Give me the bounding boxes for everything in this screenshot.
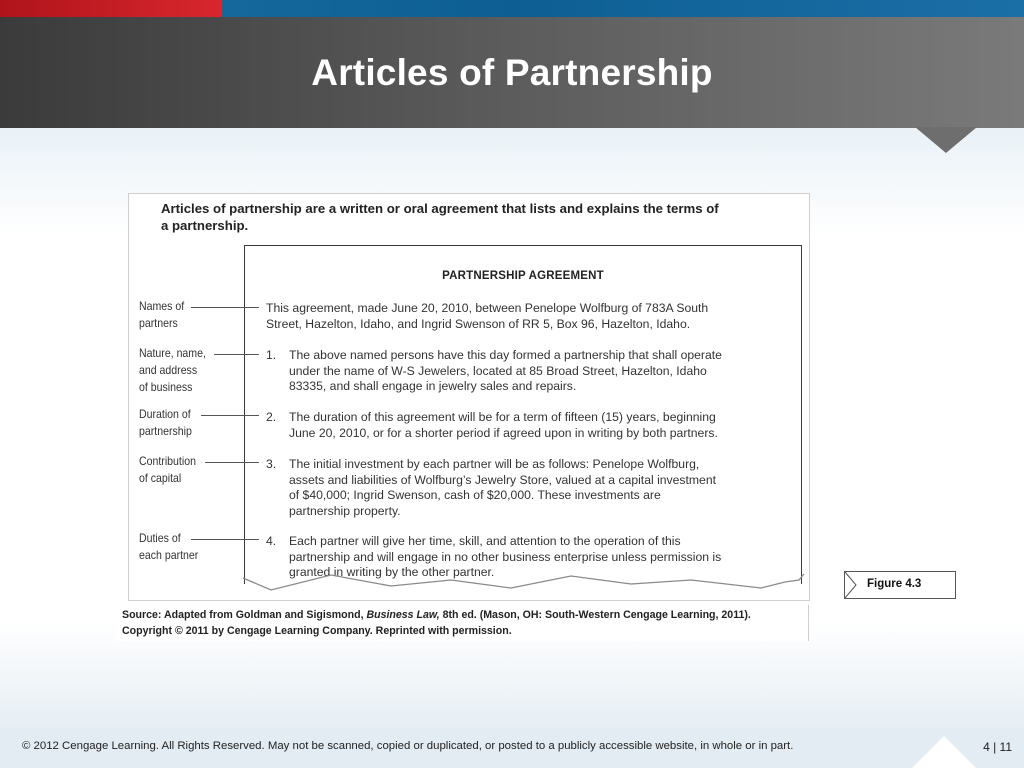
- chevron-right-icon: [844, 571, 858, 599]
- figure-label: Figure 4.3: [867, 578, 922, 590]
- figure-source: Source: Adapted from Goldman and Sigismond, Business Law, 8th ed. (Mason, OH: South-Western Cengage Learning, 2011). Copyright © 2011 by Cengage Learning Company. Reprinted with permission.: [116, 605, 809, 641]
- torn-edge: [241, 570, 807, 594]
- figure-intro: Articles of partnership are a written or oral agreement that lists and explains the terms of a partnership.: [161, 201, 719, 233]
- header-notch: [915, 127, 977, 153]
- agreement-box: PARTNERSHIP AGREEMENT This agreement, made June 20, 2010, between Penelope Wolfburg of 783A South Street, Hazelton, Idaho, and Ingrid Swenson of RR 5, Box 96, Hazelton, Idaho. 1. The above named persons have this day formed a partnership that shall operate under the name of W-S Jewelers, located at 85 Broad Street, Hazelton, Idaho 83335, and shall engage in jewelry sales and repairs. 2. The duration of this agreement will be for a term of fifteen (15) years, beginning June 20, 2010, or for a shorter period if agreed upon in writing by both partners. 3. The initial investment by each partner will be as follows: Penelope Wolfburg, assets and liabilities of Wolfburg’s Jewelry Store, valued at a capital investment of $40,000; Ingrid Swenson, cash of $20,000. These investments are partnership property. 4. Each partner will give her time, skill, and attention to the operation of this partnership and will engage in no other business enterprise unless permission is granted in writing by the other partner.: [244, 245, 802, 584]
- slide-title: Articles of Partnership: [311, 52, 713, 93]
- label-names-of-partners: Names of partners: [139, 299, 185, 330]
- footer-triangle: [912, 736, 976, 768]
- agreement-title: PARTNERSHIP AGREEMENT: [442, 270, 604, 282]
- leader-line-duties: [191, 539, 259, 540]
- copyright-notice: © 2012 Cengage Learning. All Rights Reserved. May not be scanned, copied or duplicated, or posted to a publicly accessible website, in whole or in part.: [22, 740, 794, 752]
- leader-line-nature: [214, 354, 259, 355]
- leader-line-duration: [201, 415, 259, 416]
- leader-line-contribution: [205, 462, 259, 463]
- label-duties: Duties of each partner: [139, 531, 199, 562]
- agreement-preamble: This agreement, made June 20, 2010, between Penelope Wolfburg of 783A South Street, Hazelton, Idaho, and Ingrid Swenson of RR 5, Box 96, Hazelton, Idaho.: [266, 301, 709, 331]
- label-nature-of-business: Nature, name, and address of business: [139, 346, 206, 394]
- leader-line-names: [191, 307, 259, 308]
- label-duration: Duration of partnership: [139, 407, 192, 438]
- figure-label-box: [844, 571, 956, 599]
- label-contribution: Contribution of capital: [139, 454, 196, 485]
- figure-panel: [128, 193, 810, 601]
- top-accent-red: [0, 0, 222, 17]
- page-indicator: 4 | 11: [983, 740, 1012, 754]
